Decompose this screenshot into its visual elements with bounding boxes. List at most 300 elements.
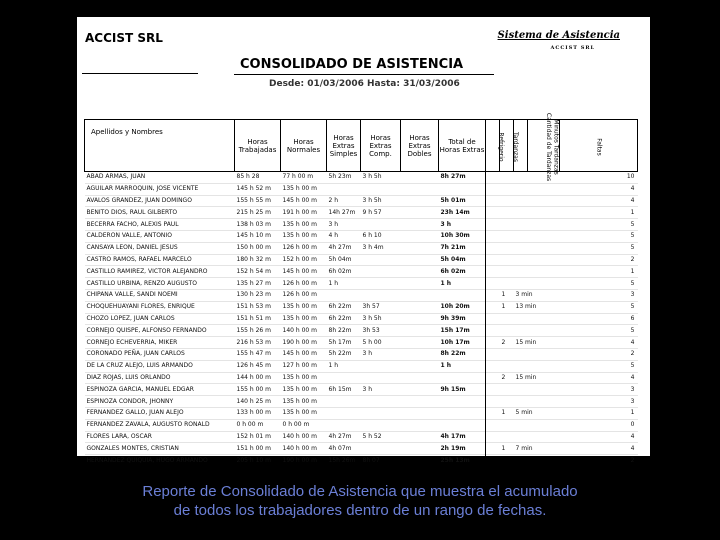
cell-worked-hours: 215 h 25 m	[235, 207, 281, 219]
cell-total-extra: 10h 17m	[439, 337, 486, 349]
cell-cantidad	[514, 384, 528, 396]
cell-name: CORNEJO ECHEVERRIA, MIKER	[85, 337, 235, 349]
company-name: ACCIST SRL	[85, 31, 163, 45]
table-row	[85, 266, 638, 278]
cell-total-extra: 8h 27m	[439, 172, 486, 184]
report-title: CONSOLIDADO DE ASISTENCIA	[240, 57, 464, 72]
cell-faltas: 4	[560, 195, 638, 207]
table-row	[85, 289, 638, 301]
cell-worked-hours: 216 h 53 m	[235, 337, 281, 349]
cell-refrigerio	[486, 431, 500, 443]
cell-faltas: 4	[560, 431, 638, 443]
table-row	[85, 230, 638, 242]
col-header-cantidad-label: Cantidad de Tardanzas	[545, 112, 553, 181]
cell-worked-hours: 145 h 52 m	[235, 183, 281, 195]
table-row	[85, 348, 638, 360]
cell-minutos	[528, 384, 560, 396]
cell-cantidad	[514, 360, 528, 372]
attendance-table-container	[84, 112, 637, 466]
cell-double-extra	[401, 384, 439, 396]
cell-worked-hours: 152 h 54 m	[235, 266, 281, 278]
cell-double-extra	[401, 419, 439, 431]
cell-worked-hours: 155 h 47 m	[235, 348, 281, 360]
cell-simple-extra: 4h 27m	[327, 242, 361, 254]
table-row	[85, 396, 638, 408]
col-header-simple-extra: Horas Extras Simples	[327, 120, 361, 172]
cell-refrigerio	[486, 337, 500, 349]
cell-tardanzas	[500, 325, 514, 337]
cell-refrigerio	[486, 172, 500, 184]
cell-refrigerio	[486, 325, 500, 337]
cell-normal-hours: 135 h 00 m	[281, 219, 327, 231]
table-body	[85, 172, 638, 466]
cell-cantidad	[514, 172, 528, 184]
cell-normal-hours: 145 h 00 m	[281, 266, 327, 278]
cell-tardanzas: 1	[500, 301, 514, 313]
cell-cantidad	[514, 419, 528, 431]
cell-minutos	[528, 419, 560, 431]
cell-name: AVALOS GRANDEZ, JUAN DOMINGO	[85, 195, 235, 207]
cell-refrigerio	[486, 396, 500, 408]
cell-simple-extra: 6h 22m	[327, 313, 361, 325]
table-row	[85, 254, 638, 266]
cell-simple-extra: 4h 27m	[327, 431, 361, 443]
cell-total-extra: 3 h	[439, 219, 486, 231]
cell-name: CORONADO PEÑA, JUAN CARLOS	[85, 348, 235, 360]
cell-faltas: 5	[560, 278, 638, 290]
cell-faltas: 3	[560, 384, 638, 396]
cell-worked-hours: 133 h 00 m	[235, 407, 281, 419]
cell-refrigerio	[486, 360, 500, 372]
cell-simple-extra	[327, 183, 361, 195]
cell-double-extra	[401, 254, 439, 266]
cell-normal-hours: 135 h 00 m	[281, 230, 327, 242]
cell-normal-hours: 135 h 00 m	[281, 301, 327, 313]
table-row	[85, 384, 638, 396]
cell-minutos	[528, 278, 560, 290]
cell-worked-hours: 85 h 28	[235, 172, 281, 184]
cell-faltas: 5	[560, 230, 638, 242]
cell-tardanzas	[500, 219, 514, 231]
cell-normal-hours: 135 h 00 m	[281, 183, 327, 195]
cell-name: CASTILLO RAMIREZ, VICTOR ALEJANDRO	[85, 266, 235, 278]
date-range: Desde: 01/03/2006 Hasta: 31/03/2006	[269, 79, 460, 89]
cell-normal-hours: 127 h 00 m	[281, 360, 327, 372]
cell-faltas: 1	[560, 207, 638, 219]
cell-comp-extra: 3h 53	[361, 325, 401, 337]
cell-faltas: 4	[560, 337, 638, 349]
system-title: Sistema de Asistencia	[497, 30, 620, 41]
cell-cantidad	[514, 266, 528, 278]
cell-simple-extra: 5h 22m	[327, 348, 361, 360]
cell-simple-extra	[327, 419, 361, 431]
cell-normal-hours: 126 h 00 m	[281, 289, 327, 301]
cell-total-extra	[439, 183, 486, 195]
cell-comp-extra: 5 h 52	[361, 431, 401, 443]
cell-cantidad	[514, 195, 528, 207]
cell-minutos	[528, 325, 560, 337]
cell-double-extra	[401, 183, 439, 195]
cell-faltas: 2	[560, 348, 638, 360]
cell-name: HERNANDEZ QUIQUIA, HUGO ARMANDO	[85, 455, 235, 466]
slide-caption	[0, 482, 720, 520]
cell-cantidad	[514, 313, 528, 325]
report-page	[77, 17, 650, 464]
table-row	[85, 337, 638, 349]
cell-total-extra: 5h 04m	[439, 254, 486, 266]
system-subtitle: ACCIST SRL	[550, 45, 595, 51]
cell-normal-hours: 77 h 00 m	[281, 172, 327, 184]
cell-minutos	[528, 313, 560, 325]
cell-faltas: 6	[560, 313, 638, 325]
cell-comp-extra: 3 h 4m	[361, 242, 401, 254]
cell-comp-extra	[361, 289, 401, 301]
col-header-total-extra: Total de Horas Extras	[439, 120, 486, 172]
cell-simple-extra: 15h 26m	[327, 455, 361, 466]
cell-worked-hours: 155 h 00 m	[235, 384, 281, 396]
cell-name: BENITO DIOS, RAUL GILBERTO	[85, 207, 235, 219]
cell-normal-hours: 190 h 00 m	[281, 337, 327, 349]
cell-double-extra	[401, 207, 439, 219]
title-underline	[234, 74, 494, 75]
cell-worked-hours: 144 h 00 m	[235, 372, 281, 384]
cell-double-extra	[401, 278, 439, 290]
cell-cantidad: 7 min	[514, 443, 528, 455]
cell-comp-extra	[361, 372, 401, 384]
cell-comp-extra	[361, 407, 401, 419]
cell-worked-hours: 126 h 45 m	[235, 360, 281, 372]
cell-worked-hours: 180 h 32 m	[235, 254, 281, 266]
cell-normal-hours: 140 h 00 m	[281, 431, 327, 443]
cell-faltas: 3	[560, 396, 638, 408]
cell-comp-extra: 3 h	[361, 348, 401, 360]
cell-faltas: 4	[560, 443, 638, 455]
cell-tardanzas	[500, 207, 514, 219]
cell-worked-hours: 152 h 01 m	[235, 431, 281, 443]
cell-refrigerio	[486, 230, 500, 242]
cell-minutos	[528, 254, 560, 266]
table-row	[85, 207, 638, 219]
cell-normal-hours: 145 h 00 m	[281, 348, 327, 360]
cell-cantidad: 3 min	[514, 289, 528, 301]
cell-total-extra: 4h 17m	[439, 431, 486, 443]
cell-tardanzas	[500, 431, 514, 443]
cell-simple-extra: 2 h	[327, 195, 361, 207]
cell-double-extra	[401, 230, 439, 242]
cell-faltas: 5	[560, 242, 638, 254]
cell-simple-extra: 5h 04m	[327, 254, 361, 266]
cell-normal-hours: 152 h 00 m	[281, 254, 327, 266]
cell-refrigerio	[486, 219, 500, 231]
cell-total-extra: 1 h	[439, 278, 486, 290]
cell-tardanzas	[500, 254, 514, 266]
cell-double-extra	[401, 443, 439, 455]
cell-double-extra	[401, 431, 439, 443]
cell-normal-hours: 135 h 00 m	[281, 407, 327, 419]
cell-tardanzas: 1	[500, 443, 514, 455]
cell-double-extra	[401, 360, 439, 372]
table-row	[85, 360, 638, 372]
cell-comp-extra	[361, 443, 401, 455]
table-row	[85, 325, 638, 337]
table-header-row	[85, 120, 638, 172]
cell-double-extra	[401, 219, 439, 231]
cell-simple-extra: 4 h	[327, 230, 361, 242]
cell-faltas: 4	[560, 183, 638, 195]
cell-cantidad	[514, 325, 528, 337]
cell-simple-extra: 6h 02m	[327, 266, 361, 278]
table-row	[85, 313, 638, 325]
cell-faltas: 1	[560, 407, 638, 419]
cell-simple-extra	[327, 372, 361, 384]
cell-double-extra	[401, 242, 439, 254]
cell-worked-hours: 130 h 23 m	[235, 289, 281, 301]
table-row	[85, 183, 638, 195]
cell-comp-extra	[361, 266, 401, 278]
cell-name: DIAZ ROJAS, LUIS ORLANDO	[85, 372, 235, 384]
cell-total-extra	[439, 407, 486, 419]
cell-refrigerio	[486, 242, 500, 254]
cell-simple-extra: 14h 27m	[327, 207, 361, 219]
cell-cantidad	[514, 431, 528, 443]
cell-comp-extra	[361, 254, 401, 266]
cell-refrigerio	[486, 384, 500, 396]
cell-faltas: 5	[560, 325, 638, 337]
cell-minutos	[528, 195, 560, 207]
cell-comp-extra: 3 h	[361, 384, 401, 396]
cell-minutos	[528, 396, 560, 408]
cell-cantidad	[514, 183, 528, 195]
cell-total-extra	[439, 396, 486, 408]
cell-double-extra	[401, 348, 439, 360]
cell-comp-extra: 3 h 5h	[361, 313, 401, 325]
cell-minutos	[528, 360, 560, 372]
cell-total-extra: 10h 20m	[439, 301, 486, 313]
cell-normal-hours: 140 h 00 m	[281, 443, 327, 455]
cell-total-extra: 25h 13m	[439, 455, 486, 466]
cell-tardanzas	[500, 230, 514, 242]
cell-simple-extra: 8h 22m	[327, 325, 361, 337]
cell-worked-hours: 151 h 00 m	[235, 443, 281, 455]
cell-total-extra: 5h 01m	[439, 195, 486, 207]
cell-tardanzas	[500, 313, 514, 325]
cell-worked-hours: 151 h 51 m	[235, 313, 281, 325]
cell-name: FERNANDEZ ZAVALA, AUGUSTO RONALD	[85, 419, 235, 431]
cell-simple-extra: 5h 23m	[327, 172, 361, 184]
cell-tardanzas	[500, 278, 514, 290]
cell-worked-hours: 150 h 00 m	[235, 242, 281, 254]
cell-cantidad	[514, 396, 528, 408]
cell-normal-hours: 191 h 00 m	[281, 207, 327, 219]
cell-total-extra	[439, 372, 486, 384]
cell-total-extra	[439, 419, 486, 431]
cell-minutos	[528, 230, 560, 242]
cell-name: ABAD ARMAS, JUAN	[85, 172, 235, 184]
cell-normal-hours: 145 h 00 m	[281, 195, 327, 207]
cell-refrigerio	[486, 455, 500, 466]
cell-total-extra: 23h 14m	[439, 207, 486, 219]
table-row	[85, 195, 638, 207]
cell-total-extra: 9h 39m	[439, 313, 486, 325]
col-header-double-extra: Horas Extras Dobles	[401, 120, 439, 172]
cell-double-extra	[401, 325, 439, 337]
cell-name: CORNEJO QUISPE, ALFONSO FERNANDO	[85, 325, 235, 337]
cell-tardanzas	[500, 266, 514, 278]
cell-name: FLORES LARA, OSCAR	[85, 431, 235, 443]
cell-normal-hours: 126 h 00 m	[281, 278, 327, 290]
cell-simple-extra	[327, 289, 361, 301]
cell-cantidad: 15 min	[514, 372, 528, 384]
cell-cantidad: 13 min	[514, 301, 528, 313]
cell-double-extra	[401, 407, 439, 419]
col-header-tardanzas-label: Tardanzas	[511, 131, 519, 162]
table-row	[85, 219, 638, 231]
cell-refrigerio	[486, 419, 500, 431]
table-row	[85, 278, 638, 290]
cell-simple-extra: 6h 22m	[327, 301, 361, 313]
cell-normal-hours: 135 h 00 m	[281, 372, 327, 384]
cell-comp-extra: 5 h 00	[361, 337, 401, 349]
col-header-refrigerio-label: Refrigerio	[497, 131, 505, 162]
cell-worked-hours: 151 h 53 m	[235, 301, 281, 313]
cell-tardanzas	[500, 195, 514, 207]
cell-comp-extra: 3 h 5h	[361, 195, 401, 207]
cell-minutos	[528, 266, 560, 278]
cell-double-extra	[401, 455, 439, 466]
cell-faltas: 1	[560, 266, 638, 278]
cell-refrigerio	[486, 278, 500, 290]
cell-worked-hours: 205 h 10 m	[235, 455, 281, 466]
col-header-faltas-label: Faltas	[595, 137, 603, 156]
cell-comp-extra: 6 h 10	[361, 230, 401, 242]
cell-cantidad	[514, 278, 528, 290]
caption-line-2: de todos los trabajadores dentro de un rango de fechas.	[173, 502, 547, 519]
cell-refrigerio	[486, 313, 500, 325]
cell-tardanzas	[500, 419, 514, 431]
cell-comp-extra: 9 h 57	[361, 207, 401, 219]
cell-double-extra	[401, 301, 439, 313]
cell-comp-extra: 3h 57	[361, 301, 401, 313]
cell-minutos	[528, 207, 560, 219]
cell-name: CASTILLO URBINA, RENZO AUGUSTO	[85, 278, 235, 290]
cell-minutos	[528, 183, 560, 195]
cell-faltas: 0	[560, 419, 638, 431]
cell-tardanzas	[500, 242, 514, 254]
cell-refrigerio	[486, 195, 500, 207]
cell-tardanzas	[500, 384, 514, 396]
cell-tardanzas	[500, 396, 514, 408]
cell-comp-extra	[361, 396, 401, 408]
cell-comp-extra	[361, 419, 401, 431]
cell-tardanzas: 2	[500, 337, 514, 349]
cell-simple-extra: 3 h	[327, 219, 361, 231]
table-row	[85, 419, 638, 431]
cell-name: CASTRO RAMOS, RAFAEL MARCELO	[85, 254, 235, 266]
cell-double-extra	[401, 337, 439, 349]
col-header-faltas	[560, 120, 638, 172]
cell-cantidad	[514, 207, 528, 219]
cell-simple-extra	[327, 396, 361, 408]
cell-cantidad	[514, 348, 528, 360]
cell-simple-extra: 1 h	[327, 360, 361, 372]
col-header-comp-extra: Horas Extras Comp.	[361, 120, 401, 172]
cell-double-extra	[401, 195, 439, 207]
cell-comp-extra	[361, 360, 401, 372]
cell-faltas: 2	[560, 254, 638, 266]
cell-faltas: 10	[560, 172, 638, 184]
cell-tardanzas	[500, 455, 514, 466]
cell-normal-hours: 135 h 00 m	[281, 396, 327, 408]
col-header-name: Apellidos y Nombres	[85, 120, 235, 172]
cell-tardanzas	[500, 183, 514, 195]
cell-total-extra: 9h 15m	[439, 384, 486, 396]
cell-cantidad	[514, 230, 528, 242]
cell-minutos	[528, 348, 560, 360]
cell-name: CHOQUEHUAYANI FLORES, ENRIQUE	[85, 301, 235, 313]
cell-double-extra	[401, 289, 439, 301]
cell-total-extra: 6h 02m	[439, 266, 486, 278]
table-row	[85, 372, 638, 384]
cell-double-extra	[401, 172, 439, 184]
table-row	[85, 431, 638, 443]
cell-tardanzas: 2	[500, 372, 514, 384]
cell-name: ESPINOZA GARCIA, MANUEL EDGAR	[85, 384, 235, 396]
cell-refrigerio	[486, 407, 500, 419]
cell-refrigerio	[486, 289, 500, 301]
col-header-worked-hours: Horas Trabajadas	[235, 120, 281, 172]
cell-worked-hours: 145 h 10 m	[235, 230, 281, 242]
cell-total-extra: 7h 21m	[439, 242, 486, 254]
table-row	[85, 443, 638, 455]
cell-minutos	[528, 431, 560, 443]
cell-total-extra: 15h 17m	[439, 325, 486, 337]
cell-normal-hours: 190 h 00 m	[281, 455, 327, 466]
cell-normal-hours: 135 h 00 m	[281, 313, 327, 325]
cell-total-extra: 8h 22m	[439, 348, 486, 360]
cell-faltas: 5	[560, 301, 638, 313]
cell-worked-hours: 0 h 00 m	[235, 419, 281, 431]
cell-normal-hours: 135 h 00 m	[281, 384, 327, 396]
cell-name: DE LA CRUZ ALEJO, LUIS ARMANDO	[85, 360, 235, 372]
cell-simple-extra: 4h 07m	[327, 443, 361, 455]
cell-cantidad	[514, 219, 528, 231]
cell-cantidad: 15 min	[514, 337, 528, 349]
table-row	[85, 455, 638, 466]
cell-cantidad: 5 min	[514, 407, 528, 419]
cell-normal-hours: 126 h 00 m	[281, 242, 327, 254]
cell-normal-hours: 140 h 00 m	[281, 325, 327, 337]
cell-worked-hours: 155 h 55 m	[235, 195, 281, 207]
cell-minutos	[528, 455, 560, 466]
col-header-refrigerio	[486, 120, 505, 172]
cell-worked-hours: 138 h 03 m	[235, 219, 281, 231]
cell-refrigerio	[486, 254, 500, 266]
cell-tardanzas	[500, 172, 514, 184]
cell-simple-extra: 5h 17m	[327, 337, 361, 349]
cell-minutos	[528, 242, 560, 254]
cell-minutos	[528, 219, 560, 231]
cell-total-extra: 1 h	[439, 360, 486, 372]
cell-double-extra	[401, 266, 439, 278]
cell-simple-extra: 1 h	[327, 278, 361, 290]
col-header-normal-hours: Horas Normales	[281, 120, 327, 172]
cell-total-extra	[439, 289, 486, 301]
cell-name: CHIPANA VALLE, SANDI NOEMI	[85, 289, 235, 301]
cell-total-extra: 10h 30m	[439, 230, 486, 242]
cell-worked-hours: 140 h 25 m	[235, 396, 281, 408]
cell-cantidad	[514, 455, 528, 466]
cell-double-extra	[401, 372, 439, 384]
